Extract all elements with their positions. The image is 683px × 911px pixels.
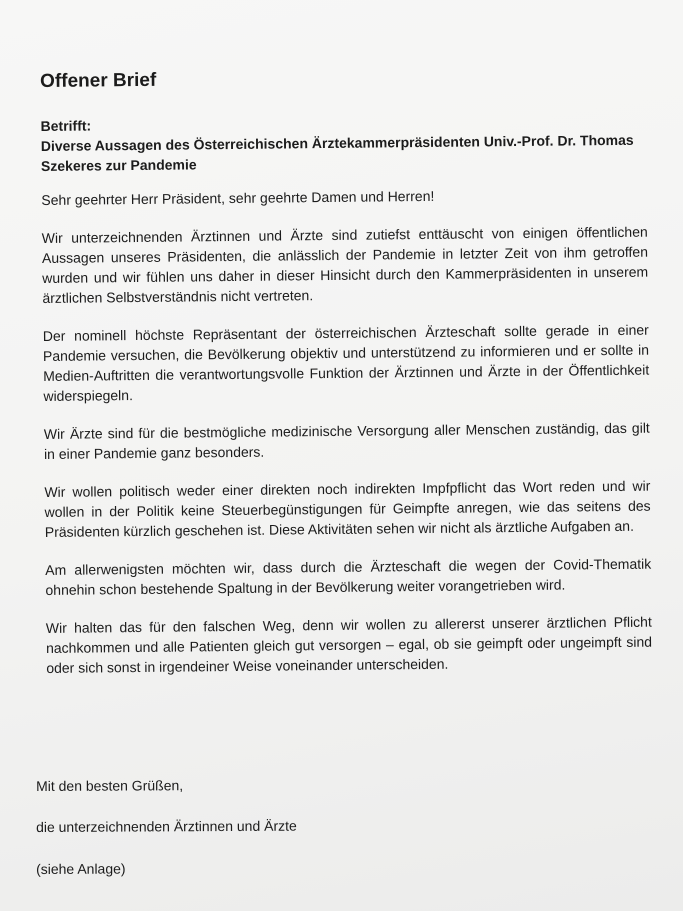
paragraph-1: Wir unterzeichnenden Ärztinnen und Ärzte sind zutiefst enttäuscht von einigen öffentlichen Aussagen unseres Präsidenten, die anlässlich der Pandemie in letzter Zeit von ihm getroffen wurden und wir fühlen uns daher in dieser Hinsicht durch den Kammerpräsidenten in unserem ärztlichen Selbstverständnis nicht vertreten. — [41, 223, 649, 306]
attachment-note: (siehe Anlage) — [36, 860, 126, 877]
letter-body — [40, 64, 653, 696]
subject-block — [40, 110, 647, 176]
paragraph-3: Wir Ärzte sind für die bestmögliche medizinische Versorgung aller Menschen zuständig, das gilt in einer Pandemie ganz besonders. — [43, 419, 650, 462]
letter-title: Offener Brief — [40, 69, 157, 92]
paragraph-2: Der nominell höchste Repräsentant der österreichischen Ärzteschaft sollte gerade in einer Pandemie versuchen, die Bevölkerung objektiv und unterstützend zu informieren und er sollte in Medien-Auftritten die verantwortungsvolle Funktion der Ärztinnen und Ärzte in der Öffentlichkeit widerspiegeln. — [42, 321, 650, 404]
paragraph-4: Wir wollen politisch weder einer direkten noch indirekten Impfpflicht das Wort reden und wir wollen in der Politik keine Steuerbegünstigungen für Geimpfte anregen, wie das seitens des Präsidenten kürzlich geschehen ist. Diese Aktivitäten sehen wir nicht als ärztliche Aufgaben an. — [44, 477, 651, 540]
subject-line-2: Szekeres zur Pandemie — [40, 156, 197, 174]
subject-line-1: Diverse Aussagen des Österreichischen Ärztekammerpräsidenten Univ.-Prof. Dr. Thomas — [40, 131, 634, 154]
closing-greeting: Mit den besten Grüßen, — [36, 777, 184, 794]
paragraph-5: Am allerwenigsten möchten wir, dass durch die Ärzteschaft die wegen der Covid-Thematik ohnehin schon bestehende Spaltung in der Bevölkerung weiter vorangetrieben wird. — [45, 555, 652, 598]
signature-line: die unterzeichnenden Ärztinnen und Ärzte — [36, 817, 297, 835]
subject-label: Betrifft: — [40, 117, 92, 134]
paragraph-6: Wir halten das für den falschen Weg, denn wir wollen zu allererst unserer ärztlichen Pflicht nachkommen und alle Patienten gleich gut versorgen – egal, ob sie geimpft oder ungeimpft sind oder sich sonst in irgendeiner Weise voneinander unterscheiden. — [45, 613, 653, 676]
salutation: Sehr geehrter Herr Präsident, sehr geehrte Damen und Herren! — [41, 187, 435, 208]
